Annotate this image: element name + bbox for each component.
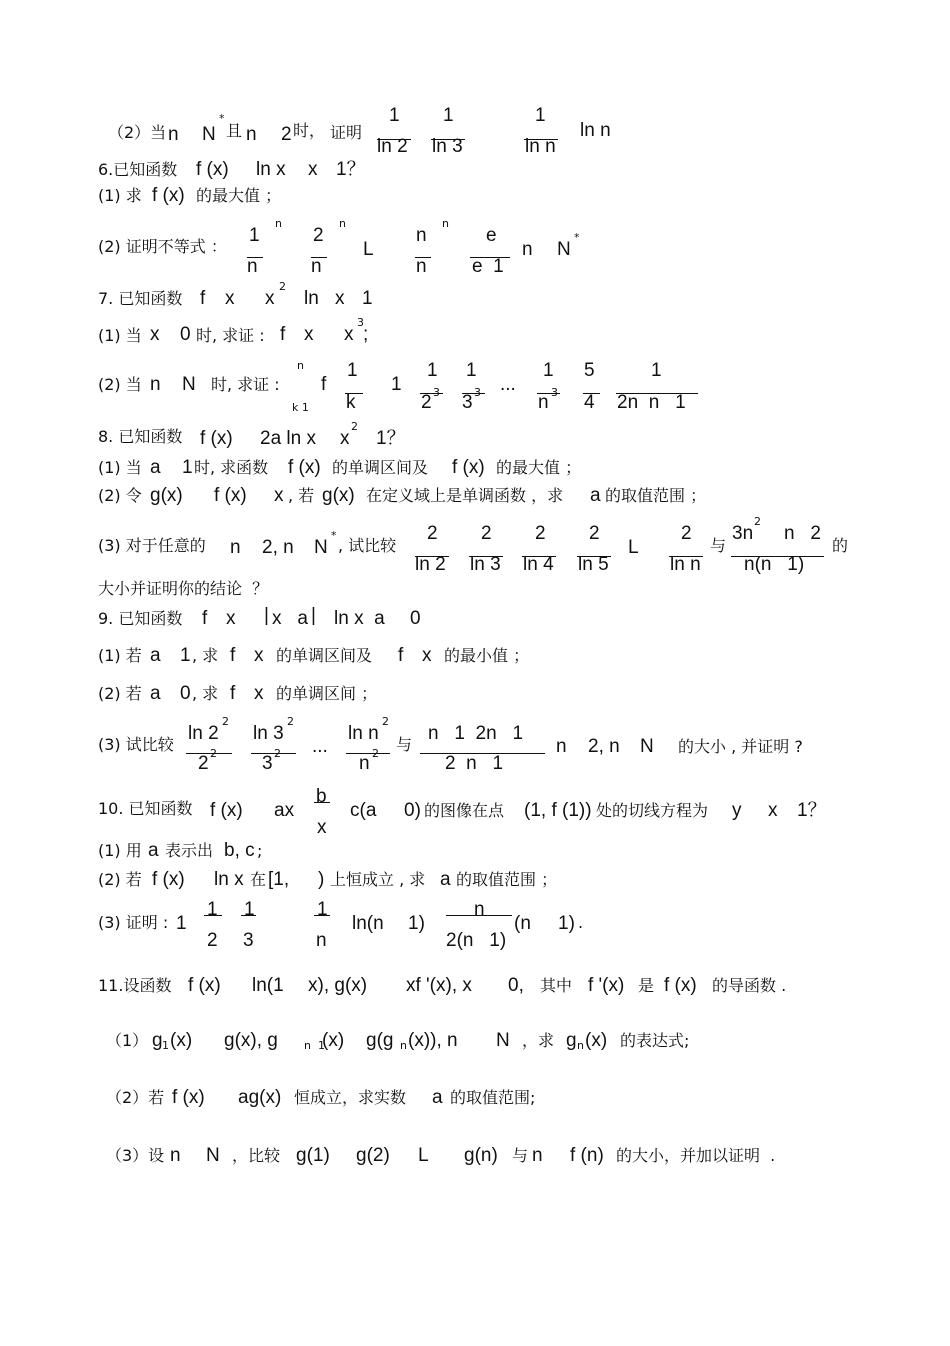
math-token: f: [321, 374, 327, 395]
math-token: 0: [410, 608, 421, 629]
math-token: n: [538, 392, 549, 413]
math-superscript: n: [297, 359, 304, 372]
text-span: , 试比较: [338, 536, 397, 555]
math-token: N: [496, 1030, 510, 1051]
math-token: f: [398, 645, 404, 666]
math-token: N: [314, 537, 328, 558]
math-token: n: [416, 256, 427, 277]
math-token: f: [202, 608, 208, 629]
math-token: ln 3: [253, 723, 284, 744]
math-token: k: [346, 392, 356, 413]
text-span: (1) 当: [98, 326, 142, 345]
text-span: (3) 试比较: [98, 735, 174, 754]
text-span: (2) 若: [98, 870, 142, 889]
math-token: n: [230, 537, 241, 558]
math-token: a: [150, 457, 161, 478]
math-token: N: [206, 1145, 220, 1166]
fraction-bar: [669, 556, 703, 557]
math-token: 1: [207, 899, 218, 920]
math-token: x: [225, 288, 235, 309]
math-token: g(2): [356, 1145, 390, 1166]
math-token: 2: [427, 523, 438, 544]
math-superscript: 2: [372, 747, 379, 760]
text-span: 证明: [330, 123, 363, 142]
text-span: 10. 已知函数: [98, 799, 193, 818]
math-token: f (x): [152, 869, 185, 890]
math-token: f '(x): [588, 975, 625, 996]
text-span: （2）当: [108, 123, 167, 142]
math-token: ln 2: [415, 554, 446, 575]
fraction-bar: [446, 915, 512, 916]
math-token: e 1: [472, 256, 504, 277]
text-span: 的图像在点: [424, 801, 505, 820]
math-token: 1？: [336, 159, 366, 180]
math-token: b, c: [224, 840, 255, 861]
math-token: 2, n: [262, 537, 294, 558]
text-span: 7. 已知函数: [98, 289, 183, 308]
text-span: 时, 求证 :: [196, 326, 265, 345]
math-token: ax: [274, 800, 295, 821]
math-token: 1): [408, 913, 425, 934]
text-span: (3) 证明 :: [98, 913, 169, 932]
text-span: 的大小，并加以证明 .: [616, 1146, 776, 1165]
fraction-bar: [616, 393, 698, 394]
text-span: 恒成立，求实数: [294, 1088, 407, 1107]
text-span: 大小并证明你的结论 ？: [98, 579, 269, 598]
math-token: f: [230, 683, 236, 704]
math-token: 1): [558, 913, 575, 934]
math-token: x: [254, 645, 264, 666]
math-token: 1: [180, 645, 191, 666]
text-span: 与: [396, 735, 413, 754]
math-superscript: 2: [222, 715, 229, 728]
math-token: n(n 1): [744, 554, 805, 575]
fraction-bar: [377, 139, 411, 140]
fraction-bar: [311, 257, 327, 258]
math-token: ): [318, 869, 325, 890]
math-token: x: [768, 800, 778, 821]
math-superscript: 2: [754, 515, 761, 528]
text-span: ;: [257, 841, 263, 860]
math-token: 2: [481, 523, 492, 544]
math-token: a: [590, 485, 601, 506]
text-span: (3) 对于任意的: [98, 536, 206, 555]
text-span: 且: [226, 121, 243, 140]
fraction-bar: [420, 393, 443, 394]
math-superscript: 1: [162, 1039, 169, 1052]
math-token: ln n: [348, 723, 379, 744]
math-token: f (x): [200, 428, 233, 449]
math-token: x: [422, 645, 432, 666]
math-token: ln n: [580, 120, 611, 141]
text-span: 上恒成立 , 求: [330, 870, 426, 889]
math-superscript: 2: [210, 747, 217, 760]
math-superscript: *: [331, 529, 337, 542]
text-span: (1) 求: [98, 186, 142, 205]
math-token: N: [557, 239, 571, 260]
math-token: 1: [391, 374, 402, 395]
math-token: f (n): [570, 1145, 604, 1166]
math-token: 2a ln x: [260, 428, 316, 449]
math-token: 1: [535, 105, 546, 126]
math-token: n: [359, 753, 370, 774]
math-token: c(a: [350, 800, 377, 821]
math-token: ln x a: [334, 608, 385, 629]
math-token: ln x: [214, 869, 244, 890]
math-token: 1: [362, 288, 373, 309]
math-token: n: [416, 225, 427, 246]
math-token: e: [486, 225, 497, 246]
math-token: 1: [543, 360, 554, 381]
math-token: n: [170, 1145, 181, 1166]
math-token: x: [304, 324, 314, 345]
fraction-bar: [314, 802, 330, 803]
math-token: g(n): [464, 1145, 498, 1166]
math-token: N: [640, 736, 654, 757]
fraction-bar: [577, 556, 611, 557]
math-token: 1？: [376, 428, 406, 449]
math-token: n: [474, 899, 485, 920]
math-token: 2: [198, 753, 209, 774]
math-token: f (x): [172, 1087, 205, 1108]
math-token: g(x): [322, 485, 355, 506]
math-token: 1？: [797, 800, 827, 821]
math-token: 2: [207, 930, 218, 951]
math-token: x: [150, 324, 160, 345]
math-token: ln x: [256, 159, 286, 180]
math-token: xf '(x), x: [406, 975, 472, 996]
math-token: (1, f (1)): [524, 800, 592, 821]
math-token: 2: [535, 523, 546, 544]
math-token: x: [254, 683, 264, 704]
math-token: 3n: [732, 523, 754, 544]
math-token: f (x): [214, 485, 247, 506]
math-superscript: n: [275, 217, 282, 230]
math-superscript: 3: [433, 386, 440, 399]
math-token: 1: [244, 899, 255, 920]
fraction-bar: [346, 753, 390, 754]
math-token: 2 n 1: [445, 753, 504, 774]
fraction-bar: [186, 753, 232, 754]
math-token: 1: [182, 457, 193, 478]
math-token: 5: [584, 360, 595, 381]
math-token: |: [264, 605, 269, 626]
math-token: f (x): [288, 457, 321, 478]
fraction-bar: [524, 139, 558, 140]
text-span: ，比较: [232, 1146, 281, 1165]
math-token: x: [265, 288, 275, 309]
text-span: ，求: [522, 1031, 555, 1050]
math-token: |: [311, 605, 316, 626]
text-span: (2) 证明不等式 ：: [98, 237, 227, 256]
fraction-bar: [469, 556, 503, 557]
math-token: 1: [317, 899, 328, 920]
math-token: ;: [363, 324, 369, 345]
text-span: 11.设函数: [98, 976, 172, 995]
math-superscript: 3: [474, 386, 481, 399]
text-span: 的取值范围 ；: [605, 486, 707, 505]
math-token: 0,: [508, 975, 524, 996]
text-span: 时, 求函数: [194, 458, 269, 477]
math-superscript: n: [442, 217, 449, 230]
math-token: x), g(x): [308, 975, 368, 996]
text-span: (1) 若: [98, 646, 142, 665]
math-token: f (x): [188, 975, 221, 996]
math-token: a: [148, 840, 159, 861]
text-span: 的表达式;: [620, 1031, 690, 1050]
math-token: x: [317, 817, 327, 838]
text-span: , 若: [288, 486, 315, 505]
math-token: 1: [443, 105, 454, 126]
math-token: g: [152, 1030, 163, 1051]
math-token: x: [335, 288, 345, 309]
fraction-bar: [420, 753, 545, 754]
fraction-bar: [470, 257, 510, 258]
math-token: f (x): [152, 185, 185, 206]
math-token: (x): [322, 1030, 345, 1051]
math-token: (n: [514, 913, 531, 934]
math-token: n: [168, 124, 179, 145]
text-span: 的最小值 ；: [444, 646, 530, 665]
math-superscript: n 1: [304, 1039, 325, 1052]
math-token: N: [202, 124, 216, 145]
math-token: ln(1: [252, 975, 284, 996]
math-token: 2: [421, 392, 432, 413]
text-span: 在: [250, 870, 267, 889]
math-token: y: [732, 800, 742, 821]
text-span: 的大小 , 并证明 ?: [678, 737, 803, 756]
text-span: 的: [832, 536, 849, 555]
math-token: ln n: [525, 136, 556, 157]
text-span: （2）若: [106, 1088, 165, 1107]
math-token: 0: [180, 324, 191, 345]
text-span: 的最大值 ；: [496, 458, 582, 477]
math-token: x: [308, 159, 318, 180]
math-token: n: [247, 256, 258, 277]
text-span: 时，: [293, 121, 326, 140]
math-token: x: [344, 324, 354, 345]
math-token: (x)), n: [408, 1030, 458, 1051]
math-token: L: [628, 537, 639, 558]
text-span: 6.已知函数: [98, 160, 178, 179]
math-token: g(x), g: [224, 1030, 278, 1051]
math-token: x a: [272, 608, 308, 629]
math-token: ln 3: [432, 136, 463, 157]
math-token: L: [363, 239, 374, 260]
text-span: 的单调区间及: [332, 458, 429, 477]
text-span: 8. 已知函数: [98, 427, 183, 446]
math-token: ...: [312, 736, 328, 757]
math-token: [1,: [268, 869, 290, 890]
text-span: 处的切线方程为: [596, 801, 709, 820]
math-token: 2(n 1): [446, 930, 507, 951]
math-token: n: [556, 736, 567, 757]
math-token: 1: [389, 105, 400, 126]
math-token: x: [226, 608, 236, 629]
math-superscript: 3: [357, 316, 364, 329]
text-span: 的单调区间 ；: [276, 684, 378, 703]
math-token: 2: [313, 225, 324, 246]
fraction-bar: [251, 753, 296, 754]
math-token: 2: [281, 124, 292, 145]
math-superscript: n: [339, 217, 346, 230]
text-span: .: [578, 913, 584, 932]
math-token: n: [532, 1145, 543, 1166]
fraction-bar: [522, 556, 556, 557]
math-token: 1: [249, 225, 260, 246]
math-token: 1: [651, 360, 662, 381]
text-span: (2) 若: [98, 684, 142, 703]
math-superscript: n: [400, 1039, 407, 1052]
math-superscript: n: [577, 1039, 584, 1052]
math-token: g(x): [150, 485, 183, 506]
math-superscript: *: [219, 112, 225, 125]
text-span: （1）: [106, 1031, 149, 1050]
text-span: 在定义域上是单调函数 ，求: [366, 486, 564, 505]
text-span: （3）设: [106, 1146, 165, 1165]
math-token: 1: [466, 360, 477, 381]
math-token: ln 2: [188, 723, 219, 744]
text-span: (2) 令: [98, 486, 142, 505]
text-span: 是: [638, 976, 655, 995]
math-token: (x): [170, 1030, 193, 1051]
math-superscript: 2: [351, 420, 358, 433]
math-token: f: [200, 288, 206, 309]
math-token: 2: [681, 523, 692, 544]
text-span: , 求: [192, 684, 219, 703]
fraction-bar: [247, 257, 263, 258]
math-token: b: [316, 786, 327, 807]
math-token: f: [230, 645, 236, 666]
math-token: n 1 2n 1: [428, 723, 524, 744]
math-token: 2, n: [588, 736, 620, 757]
math-token: a: [440, 869, 451, 890]
fraction-bar: [431, 139, 465, 140]
math-token: ln(n: [352, 913, 384, 934]
text-span: 的取值范围;: [450, 1088, 536, 1107]
fraction-bar: [462, 393, 485, 394]
math-token: x: [274, 485, 284, 506]
math-token: (x): [585, 1030, 608, 1051]
text-span: 时, 求证 :: [211, 375, 280, 394]
math-token: n: [522, 239, 533, 260]
text-span: (1) 当: [98, 458, 142, 477]
text-span: 与: [710, 536, 727, 555]
math-superscript: 2: [274, 747, 281, 760]
math-token: n 2: [784, 523, 821, 544]
math-token: 1: [427, 360, 438, 381]
math-token: a: [150, 683, 161, 704]
math-superscript: 2: [279, 280, 286, 293]
math-token: L: [418, 1145, 429, 1166]
math-token: 3: [262, 753, 273, 774]
math-token: x: [340, 428, 350, 449]
math-token: g(1): [296, 1145, 330, 1166]
fraction-bar: [314, 915, 330, 916]
math-token: ln: [304, 288, 319, 309]
fraction-bar: [241, 915, 256, 916]
text-span: 的单调区间及: [276, 646, 373, 665]
text-span: 的最大值 ；: [196, 186, 282, 205]
math-token: g: [566, 1030, 577, 1051]
math-token: 3: [462, 392, 473, 413]
math-token: ln 3: [470, 554, 501, 575]
math-superscript: 2: [382, 715, 389, 728]
fraction-bar: [204, 915, 222, 916]
text-span: (1) 用: [98, 841, 142, 860]
text-span: , 求: [192, 646, 219, 665]
math-token: f (x): [210, 800, 243, 821]
math-token: ln n: [670, 554, 701, 575]
math-token: 4: [584, 392, 595, 413]
text-span: 的导函数 .: [712, 976, 787, 995]
math-token: a: [432, 1087, 443, 1108]
math-token: 2: [589, 523, 600, 544]
text-span: 与: [512, 1146, 529, 1165]
fraction-bar: [583, 393, 600, 394]
math-token: n: [150, 374, 161, 395]
math-token: n: [246, 124, 257, 145]
text-span: 的取值范围 ；: [456, 870, 558, 889]
math-token: f (x): [452, 457, 485, 478]
math-token: ...: [500, 374, 516, 395]
math-token: ln 4: [523, 554, 554, 575]
math-token: 2n n 1: [617, 392, 686, 413]
math-token: 0: [180, 683, 191, 704]
math-token: 3: [243, 930, 254, 951]
math-token: g(g: [366, 1030, 394, 1051]
text-span: 表示出: [165, 841, 214, 860]
math-superscript: *: [574, 231, 580, 244]
fraction-bar: [415, 556, 449, 557]
fraction-bar: [537, 393, 560, 394]
fraction-bar: [415, 257, 431, 258]
math-token: 1: [347, 360, 358, 381]
text-span: (2) 当: [98, 375, 142, 394]
math-token: ag(x): [238, 1087, 282, 1108]
math-token: 1: [176, 913, 187, 934]
math-superscript: k 1: [292, 401, 309, 414]
math-token: 0): [404, 800, 421, 821]
math-token: f: [280, 324, 286, 345]
math-superscript: 2: [287, 715, 294, 728]
math-token: ln 2: [377, 136, 408, 157]
math-token: f (x): [196, 159, 229, 180]
math-token: f (x): [664, 975, 697, 996]
text-span: 其中: [540, 976, 573, 995]
fraction-bar: [731, 556, 824, 557]
math-token: a: [150, 645, 161, 666]
math-token: n: [316, 930, 327, 951]
math-superscript: 3: [551, 386, 558, 399]
text-span: 9. 已知函数: [98, 609, 183, 628]
math-token: n: [311, 256, 322, 277]
fraction-bar: [345, 393, 363, 394]
math-token: ln 5: [578, 554, 609, 575]
math-token: N: [182, 374, 196, 395]
